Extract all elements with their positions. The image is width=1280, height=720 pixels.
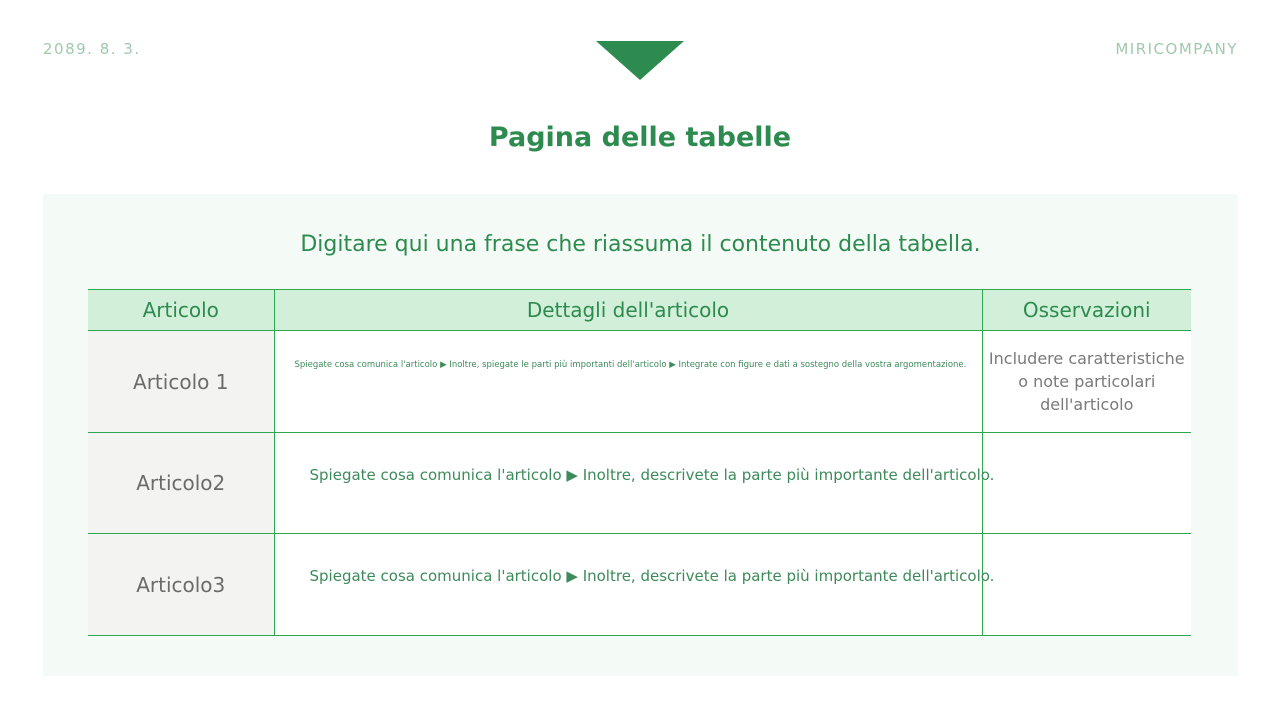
table-panel [43, 194, 1238, 676]
company-name: MIRICOMPANY [1115, 40, 1238, 58]
details-text: Spiegate cosa comunica l'articolo ▶ Inoltre, descrivete la parte più importante dell'articolo. [309, 466, 995, 484]
item-cell[interactable]: Articolo2 [88, 433, 274, 534]
details-cell[interactable] [274, 331, 982, 433]
data-table [88, 289, 1191, 636]
item-cell[interactable]: Articolo3 [88, 534, 274, 636]
details-text: Spiegate cosa comunica l'articolo ▶ Inoltre, spiegate le parti più importanti dell'articolo ▶ Integrate con figure e dati a sostegno della vostra argomentazione. [294, 359, 967, 370]
notes-text: Includere caratteristiche o note particolari dell'articolo [988, 349, 1185, 414]
details-cell[interactable] [274, 433, 995, 534]
column-header-item: Articolo [88, 290, 274, 331]
page-title: Pagina delle tabelle [488, 122, 792, 153]
table-row [88, 433, 1191, 534]
item-cell[interactable]: Articolo 1 [88, 331, 274, 433]
notes-cell[interactable] [982, 534, 1191, 636]
table-summary[interactable]: Digitare qui una frase che riassuma il contenuto della tabella. [300, 232, 981, 257]
table-header-row [88, 290, 1191, 331]
column-header-notes: Osservazioni [982, 290, 1191, 331]
details-text: Spiegate cosa comunica l'articolo ▶ Inoltre, descrivete la parte più importante dell'articolo. [309, 566, 995, 585]
table-row [88, 331, 1191, 433]
notes-cell[interactable] [982, 433, 1191, 534]
date-label: 2089. 8. 3. [43, 40, 141, 58]
details-cell[interactable] [274, 534, 995, 636]
column-header-details: Dettagli dell'articolo [274, 290, 982, 331]
notes-cell[interactable] [982, 331, 1191, 433]
table-row [88, 534, 1191, 636]
triangle-decoration [596, 41, 684, 80]
